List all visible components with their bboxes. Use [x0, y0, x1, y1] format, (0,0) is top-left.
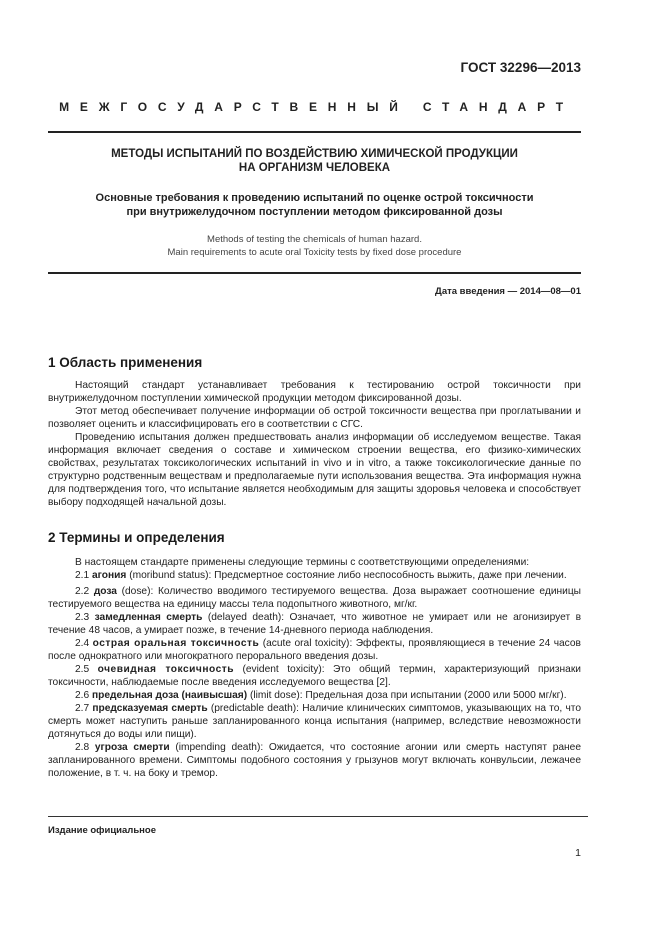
paragraph: В настоящем стандарте применены следующие термины с соответствующими определениями:	[75, 557, 530, 568]
term-number: 2.5	[75, 664, 90, 675]
paragraph: Проведению испытания должен предшествовать анализ информации об исследуемом веществе. Такая информация включает сведения о составе и химическом строении вещества, его физико-химических свойствах, результатах токсикологических испытаний in vivo и in vitro, а также токсикологические данные по структурно родственным веществам и предполагаемые пути использования вещества. Эта информация нужна для подтверждения того, что испытание является необходимым для защиты здоровья человека и способствует выбору подходящей начальной дозы.	[48, 432, 581, 508]
title-line-1: МЕТОДЫ ИСПЫТАНИЙ ПО ВОЗДЕЙСТВИЮ ХИМИЧЕСКОЙ ПРОДУКЦИИ	[111, 148, 518, 160]
section-heading: 1 Область применения	[48, 355, 203, 370]
term-name: острая оральная токсичность	[92, 638, 260, 649]
term-definition	[48, 585, 581, 611]
subtitle-line-2: при внутрижелудочном поступлении методом фиксированной дозы	[126, 206, 503, 218]
term-name: замедленная смерть	[94, 612, 203, 623]
term-name: предсказуемая смерть	[92, 703, 208, 714]
edition-label: Издание официальное	[48, 825, 156, 836]
term-number: 2.3	[75, 612, 90, 623]
page-number: 1	[575, 847, 581, 859]
header-divider	[48, 131, 581, 133]
term-text: (acute oral toxicity): Эффекты, проявляющиеся в течение 24 часов после однократного или многократного перорального введения дозы.	[48, 638, 581, 662]
section-scope	[48, 355, 581, 509]
term-definition	[48, 689, 581, 702]
term-number: 2.8	[75, 742, 90, 753]
term-name: угроза смерти	[94, 742, 170, 753]
term-text: (moribund status): Предсмертное состояние либо неспособность выжить, даже при лечении.	[126, 570, 567, 581]
section-heading: 2 Термины и определения	[48, 530, 225, 545]
term-number: 2.6	[75, 690, 90, 701]
english-title-line-1: Methods of testing the chemicals of human hazard.	[207, 234, 422, 245]
subtitle-line-1: Основные требования к проведению испытаний по оценке острой токсичности	[95, 192, 534, 204]
term-name: предельная доза (наивысшая)	[92, 690, 248, 701]
term-definition	[48, 663, 581, 689]
term-text: (delayed death): Означает, что животное не умирает или не агонизирует в течение 48 часов, а умирает позже, в течение 14-дневного периода наблюдения.	[48, 612, 581, 636]
term-name: доза	[93, 586, 117, 597]
term-text: (dose): Количество вводимого тестируемого вещества. Доза выражает соотношение единицы тестируемого вещества на единицу массы тела подопытного животного, мг/кг.	[48, 586, 581, 610]
document-title	[48, 147, 581, 175]
term-text: (predictable death): Наличие клинических симптомов, указывающих на то, что смерть может наступить раньше запланированного конца испытания (например, вследствие невозможности дотянуться до воды или пищи).	[48, 703, 581, 740]
interstate-standard-label: МЕЖГОСУДАРСТВЕННЫЙ СТАНДАРТ	[59, 100, 574, 114]
paragraph: Этот метод обеспечивает получение информации об острой токсичности вещества при проглатывании и позволяет оценить и классифицировать его в соответствии с СГС.	[48, 406, 581, 430]
section-terms	[48, 530, 581, 780]
term-number: 2.1	[75, 570, 90, 581]
term-text: (limit dose): Предельная доза при испытании (2000 или 5000 мг/кг).	[247, 690, 567, 701]
term-number: 2.4	[75, 638, 90, 649]
english-title	[48, 233, 581, 259]
english-title-line-2: Main requirements to acute oral Toxicity tests by fixed dose procedure	[167, 247, 462, 258]
title-divider	[48, 272, 581, 274]
term-text: (evident toxicity): Это общий термин, характеризующий признаки токсичности, наблюдаемые после введения исследуемого вещества [2].	[48, 664, 581, 688]
title-line-2: НА ОРГАНИЗМ ЧЕЛОВЕКА	[238, 162, 391, 174]
term-text: (impending death): Ожидается, что состояние агонии или смерть наступят ранее запланированного времени. Симптомы подобного состояния у грызунов могут включать конвульсии, лежачее положение, в т. ч. на боку и тремор.	[48, 742, 581, 779]
document-subtitle	[48, 191, 581, 219]
term-definition	[48, 569, 581, 582]
footer-divider	[48, 816, 588, 817]
gost-number: ГОСТ 32296—2013	[460, 60, 581, 75]
term-number: 2.7	[75, 703, 90, 714]
term-definition	[48, 637, 581, 663]
paragraph: Настоящий стандарт устанавливает требования к тестированию острой токсичности при внутрижелудочном поступлении химической продукции методом фиксированной дозы.	[48, 380, 581, 404]
introduction-date: Дата введения — 2014—08—01	[435, 286, 581, 297]
term-definition	[48, 702, 581, 741]
term-number: 2.2	[75, 586, 90, 597]
term-name: агония	[92, 570, 127, 581]
term-name: очевидная токсичность	[97, 664, 234, 675]
term-definition	[48, 611, 581, 637]
term-definition	[48, 741, 581, 780]
